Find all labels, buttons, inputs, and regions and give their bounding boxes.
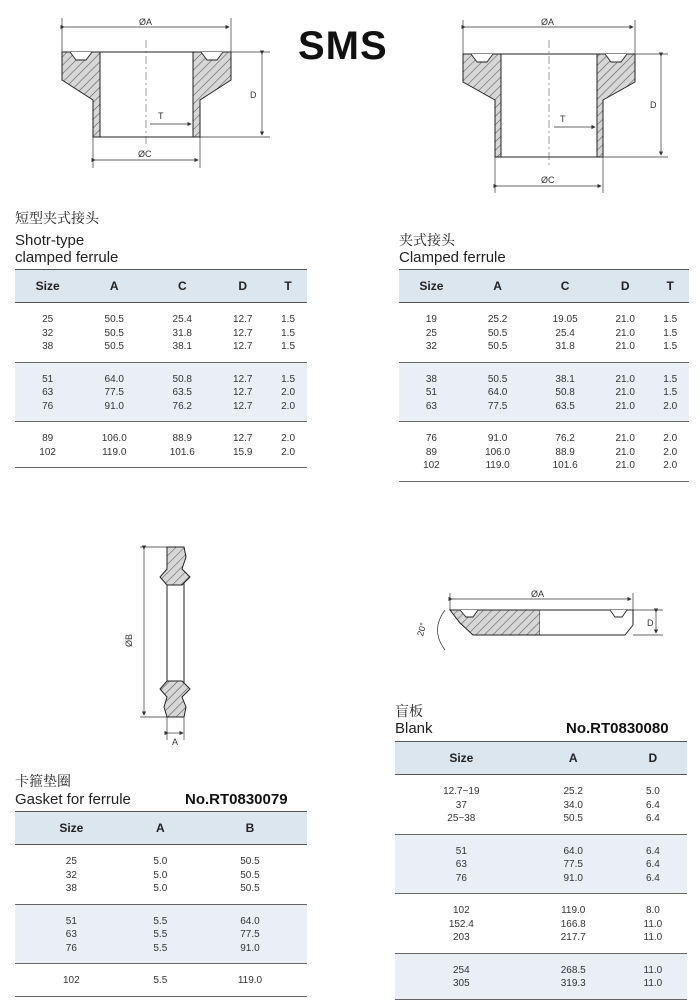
gasket-table bbox=[15, 811, 307, 997]
dim-t-label: T bbox=[158, 111, 164, 121]
column-header: C bbox=[531, 270, 599, 303]
table-cell: 12.7 bbox=[232, 314, 253, 325]
table-cell: 12.7 bbox=[216, 400, 269, 422]
table-cell: 25.4 bbox=[555, 327, 575, 339]
column-header: A bbox=[128, 812, 193, 845]
table-cell: 91.0 bbox=[528, 872, 619, 894]
table-cell: 11.0 bbox=[643, 918, 663, 930]
gasket-title-cn: 卡箍垫圈 bbox=[15, 774, 71, 790]
table-cell: 88.9 bbox=[555, 446, 575, 458]
table-cell: 63 bbox=[15, 928, 128, 942]
table-cell: 50.5 bbox=[464, 340, 532, 362]
clamped-ferrule-table bbox=[399, 269, 689, 482]
table-cell: 32 bbox=[65, 869, 77, 881]
table-cell: 102 bbox=[15, 446, 80, 468]
table-cell: 2.0 bbox=[663, 446, 678, 458]
table-cell: 268.5 bbox=[528, 953, 619, 977]
table-cell: 51 bbox=[399, 386, 464, 400]
table-row bbox=[395, 858, 687, 872]
table-cell: 1.5 bbox=[651, 362, 689, 386]
column-header: T bbox=[651, 270, 689, 303]
table-row bbox=[15, 362, 307, 386]
table-cell: 5.0 bbox=[645, 786, 660, 797]
table-cell: 2.0 bbox=[651, 400, 689, 422]
table-cell: 64.0 bbox=[464, 386, 532, 400]
table-cell: 11.0 bbox=[619, 977, 687, 999]
table-row bbox=[15, 400, 307, 422]
blank-drawing bbox=[415, 585, 675, 665]
table-row bbox=[395, 812, 687, 834]
table-row bbox=[15, 928, 307, 942]
table-cell: 305 bbox=[395, 977, 528, 999]
table-cell: 63.5 bbox=[531, 400, 599, 422]
table-row bbox=[395, 918, 687, 932]
table-cell: 50.5 bbox=[104, 314, 124, 325]
table-cell: 1.5 bbox=[651, 340, 689, 362]
table-cell: 12.7 bbox=[216, 386, 269, 400]
table-cell: 21.0 bbox=[615, 446, 635, 458]
dim-a-label: ØA bbox=[541, 17, 555, 27]
dim-t-label: T bbox=[560, 114, 566, 124]
table-cell: 76 bbox=[15, 942, 128, 964]
table-cell: 25.2 bbox=[563, 786, 583, 797]
table-cell: 102 bbox=[15, 964, 128, 997]
table-cell: 5.5 bbox=[128, 942, 193, 964]
table-cell: 119.0 bbox=[464, 459, 532, 481]
blank-title-cn: 盲板 bbox=[395, 704, 423, 720]
table-cell: 2.0 bbox=[269, 386, 307, 400]
table-row bbox=[15, 942, 307, 964]
table-cell: 37 bbox=[455, 799, 467, 811]
table-cell: 5.0 bbox=[153, 856, 168, 867]
table-cell: 5.0 bbox=[128, 882, 193, 904]
dim-d-label: D bbox=[250, 90, 257, 100]
table-cell: 106.0 bbox=[101, 433, 127, 444]
table-row bbox=[395, 931, 687, 953]
table-cell: 76.2 bbox=[555, 433, 575, 444]
table-cell: 119.0 bbox=[80, 446, 148, 468]
table-cell: 64.0 bbox=[80, 362, 148, 386]
dim-angle-label: 20° bbox=[415, 621, 429, 638]
table-row bbox=[15, 845, 307, 869]
table-cell: 32 bbox=[399, 340, 464, 362]
table-cell: 1.5 bbox=[269, 362, 307, 386]
table-row bbox=[15, 422, 307, 446]
table-cell: 25~38 bbox=[395, 812, 528, 834]
table-cell: 50.5 bbox=[193, 882, 307, 904]
table-cell: 50.5 bbox=[487, 327, 508, 339]
table-cell: 1.5 bbox=[281, 327, 296, 339]
table-row bbox=[15, 386, 307, 400]
table-cell: 38.1 bbox=[148, 340, 216, 362]
table-cell: 38 bbox=[399, 362, 464, 386]
table-cell: 12.7 bbox=[216, 362, 269, 386]
table-cell: 2.0 bbox=[281, 433, 296, 444]
table-cell: 50.5 bbox=[528, 812, 619, 834]
table-cell: 25.2 bbox=[487, 314, 508, 325]
table-row bbox=[395, 872, 687, 894]
blank-title-en: Blank bbox=[395, 720, 433, 737]
column-header: D bbox=[599, 270, 652, 303]
table-cell: 8.0 bbox=[645, 905, 660, 916]
table-cell: 38.1 bbox=[531, 362, 599, 386]
column-header: Size bbox=[15, 812, 128, 845]
table-cell: 11.0 bbox=[619, 953, 687, 977]
dim-a-short-label: A bbox=[172, 737, 179, 747]
table-cell: 15.9 bbox=[216, 446, 269, 468]
table-cell: 1.5 bbox=[651, 386, 689, 400]
dim-c-label: ØC bbox=[138, 149, 152, 159]
column-header: Size bbox=[399, 270, 464, 303]
gasket-part-number: No.RT0830079 bbox=[185, 791, 288, 808]
table-row bbox=[399, 422, 689, 446]
table-cell: 50.5 bbox=[80, 340, 148, 362]
table-cell: 5.5 bbox=[128, 928, 193, 942]
clamped-ferrule-drawing bbox=[450, 0, 690, 200]
dim-b-label: ØB bbox=[124, 633, 134, 647]
dim-d-label: D bbox=[647, 618, 654, 628]
table-cell: 21.0 bbox=[599, 362, 652, 386]
table-cell: 31.8 bbox=[531, 340, 599, 362]
column-header: Size bbox=[395, 742, 528, 775]
column-header: D bbox=[216, 270, 269, 303]
gasket-title-en: Gasket for ferrule bbox=[15, 791, 131, 808]
table-cell: 63 bbox=[399, 400, 464, 422]
dim-a-label: ØA bbox=[139, 17, 153, 27]
short-ferrule-drawing bbox=[0, 0, 280, 175]
table-cell: 6.4 bbox=[619, 812, 687, 834]
table-cell: 76 bbox=[395, 872, 528, 894]
table-cell: 91.0 bbox=[487, 433, 508, 444]
table-cell: 63 bbox=[15, 386, 80, 400]
table-cell: 63.5 bbox=[148, 386, 216, 400]
table-cell: 32 bbox=[42, 327, 54, 339]
table-cell: 77.5 bbox=[193, 928, 307, 942]
column-header: B bbox=[193, 812, 307, 845]
table-cell: 5.0 bbox=[153, 869, 168, 881]
table-cell: 38 bbox=[15, 340, 80, 362]
table-row bbox=[399, 362, 689, 386]
table-cell: 12.7 bbox=[232, 327, 253, 339]
table-cell: 101.6 bbox=[531, 459, 599, 481]
table-cell: 88.9 bbox=[172, 433, 192, 444]
short-ferrule-table bbox=[15, 269, 307, 468]
table-cell: 34.0 bbox=[563, 799, 583, 811]
table-cell: 21.0 bbox=[615, 433, 635, 444]
table-row bbox=[395, 799, 687, 813]
table-cell: 77.5 bbox=[528, 858, 619, 872]
table-cell: 77.5 bbox=[464, 400, 532, 422]
table-row bbox=[15, 904, 307, 928]
column-header: A bbox=[528, 742, 619, 775]
table-cell: 25 bbox=[425, 327, 437, 339]
table-row bbox=[399, 303, 689, 327]
table-row bbox=[15, 964, 307, 997]
table-cell: 89 bbox=[42, 433, 54, 444]
table-cell: 166.8 bbox=[560, 918, 586, 930]
short-ferrule-title-en-2: clamped ferrule bbox=[15, 249, 119, 266]
table-cell: 91.0 bbox=[193, 942, 307, 964]
table-cell: 6.4 bbox=[619, 858, 687, 872]
table-cell: 91.0 bbox=[80, 400, 148, 422]
table-cell: 21.0 bbox=[615, 327, 635, 339]
table-cell: 6.4 bbox=[619, 834, 687, 858]
table-cell: 21.0 bbox=[599, 459, 652, 481]
table-row bbox=[15, 340, 307, 362]
column-header: T bbox=[269, 270, 307, 303]
table-cell: 1.5 bbox=[663, 327, 678, 339]
table-row bbox=[399, 327, 689, 341]
table-cell: 102 bbox=[399, 459, 464, 481]
table-cell: 77.5 bbox=[80, 386, 148, 400]
column-header: C bbox=[148, 270, 216, 303]
table-cell: 217.7 bbox=[528, 931, 619, 953]
blank-table bbox=[395, 741, 687, 1000]
table-cell: 25.4 bbox=[172, 314, 192, 325]
table-cell: 63 bbox=[395, 858, 528, 872]
table-cell: 50.5 bbox=[240, 856, 260, 867]
table-cell: 2.0 bbox=[663, 433, 678, 444]
table-cell: 11.0 bbox=[619, 931, 687, 953]
table-cell: 102 bbox=[452, 905, 470, 916]
table-row bbox=[15, 446, 307, 468]
table-row bbox=[395, 894, 687, 918]
table-cell: 5.5 bbox=[128, 964, 193, 997]
table-row bbox=[15, 869, 307, 883]
table-cell: 51 bbox=[15, 362, 80, 386]
table-row bbox=[399, 386, 689, 400]
table-cell: 51 bbox=[15, 904, 128, 928]
table-cell: 21.0 bbox=[615, 314, 635, 325]
short-ferrule-title-cn: 短型夹式接头 bbox=[15, 211, 99, 227]
table-cell: 25 bbox=[42, 314, 54, 325]
table-cell: 6.4 bbox=[645, 799, 660, 811]
table-cell: 119.0 bbox=[193, 964, 307, 997]
table-cell: 21.0 bbox=[599, 386, 652, 400]
table-cell: 50.8 bbox=[531, 386, 599, 400]
table-cell: 19.05 bbox=[552, 314, 578, 325]
dim-d-label: D bbox=[650, 100, 657, 110]
table-cell: 152.4 bbox=[448, 918, 474, 930]
table-row bbox=[395, 953, 687, 977]
table-cell: 2.0 bbox=[269, 446, 307, 468]
table-cell: 12.7~19 bbox=[443, 786, 480, 797]
table-row bbox=[395, 834, 687, 858]
table-cell: 1.5 bbox=[269, 340, 307, 362]
table-cell: 76.2 bbox=[148, 400, 216, 422]
table-row bbox=[395, 775, 687, 799]
dim-a-label: ØA bbox=[531, 589, 545, 599]
table-cell: 19 bbox=[425, 314, 437, 325]
table-cell: 31.8 bbox=[172, 327, 192, 339]
table-row bbox=[15, 327, 307, 341]
table-cell: 2.0 bbox=[269, 400, 307, 422]
dim-c-label: ØC bbox=[541, 175, 555, 185]
table-cell: 2.0 bbox=[651, 459, 689, 481]
table-cell: 119.0 bbox=[561, 905, 586, 916]
table-cell: 5.5 bbox=[128, 904, 193, 928]
table-cell: 21.0 bbox=[599, 400, 652, 422]
table-cell: 64.0 bbox=[528, 834, 619, 858]
table-cell: 76 bbox=[15, 400, 80, 422]
table-cell: 76 bbox=[425, 433, 437, 444]
table-cell: 1.5 bbox=[281, 314, 296, 325]
page-title: SMS bbox=[298, 24, 388, 68]
table-cell: 64.0 bbox=[193, 904, 307, 928]
table-cell: 50.5 bbox=[464, 362, 532, 386]
table-cell: 89 bbox=[425, 446, 437, 458]
column-header: A bbox=[80, 270, 148, 303]
column-header: D bbox=[619, 742, 687, 775]
clamped-ferrule-title-en: Clamped ferrule bbox=[399, 249, 506, 266]
column-header: A bbox=[464, 270, 532, 303]
table-cell: 50.5 bbox=[104, 327, 124, 339]
table-cell: 50.8 bbox=[148, 362, 216, 386]
table-row bbox=[399, 446, 689, 460]
table-cell: 12.7 bbox=[216, 340, 269, 362]
table-cell: 21.0 bbox=[599, 340, 652, 362]
table-row bbox=[399, 459, 689, 481]
table-cell: 25 bbox=[65, 856, 77, 867]
short-ferrule-title-en-1: Shotr-type bbox=[15, 232, 85, 249]
clamped-ferrule-title-cn: 夹式接头 bbox=[399, 233, 455, 249]
gasket-drawing bbox=[120, 535, 200, 750]
table-row bbox=[399, 400, 689, 422]
table-row bbox=[15, 303, 307, 327]
table-cell: 50.5 bbox=[240, 869, 260, 881]
table-row bbox=[399, 340, 689, 362]
table-cell: 203 bbox=[395, 931, 528, 953]
blank-part-number: No.RT0830080 bbox=[566, 720, 669, 737]
table-cell: 319.3 bbox=[528, 977, 619, 999]
table-cell: 6.4 bbox=[619, 872, 687, 894]
table-cell: 38 bbox=[15, 882, 128, 904]
table-cell: 1.5 bbox=[663, 314, 678, 325]
table-cell: 101.6 bbox=[148, 446, 216, 468]
table-cell: 12.7 bbox=[232, 433, 253, 444]
table-cell: 51 bbox=[395, 834, 528, 858]
column-header: Size bbox=[15, 270, 80, 303]
table-cell: 254 bbox=[395, 953, 528, 977]
table-cell: 106.0 bbox=[485, 446, 511, 458]
table-row bbox=[15, 882, 307, 904]
